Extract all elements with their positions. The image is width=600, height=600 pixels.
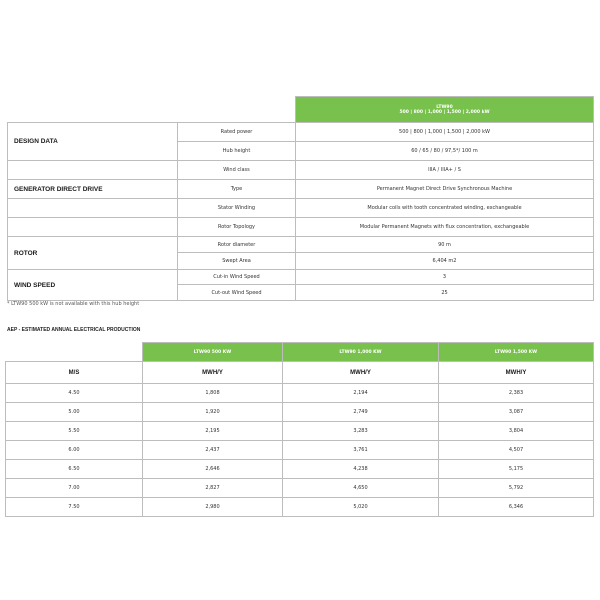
param-cell: Type (178, 180, 296, 199)
param-cell: Hub height (178, 142, 296, 161)
table-row (6, 422, 594, 441)
aep-model-500: LTW90 500 KW (143, 343, 283, 362)
table-row (6, 384, 594, 403)
wind-speed-cell: 5.50 (6, 422, 143, 441)
blank-cell (6, 343, 143, 362)
wind-speed-cell: 6.00 (6, 441, 143, 460)
param-cell: Rated power (178, 123, 296, 142)
design-data-table (7, 96, 594, 301)
param-cell: Stator Winding (178, 199, 296, 218)
value-cell: Modular Permanent Magnets with flux concentration, exchangeable (296, 218, 594, 237)
table-row (8, 270, 594, 285)
table-row (6, 403, 594, 422)
aep-model-1000: LTW90 1,000 KW (283, 343, 439, 362)
aep-value-cell: 2,195 (143, 422, 283, 441)
wind-speed-cell: 7.50 (6, 498, 143, 517)
value-cell: 90 m (296, 237, 594, 253)
aep-value-cell: 2,749 (283, 403, 439, 422)
aep-value-cell: 1,920 (143, 403, 283, 422)
section-cell-empty (8, 218, 178, 237)
aep-value-cell: 3,804 (439, 422, 594, 441)
aep-value-cell: 2,646 (143, 460, 283, 479)
aep-value-cell: 2,437 (143, 441, 283, 460)
model-header-title: LTW90 (436, 104, 453, 110)
param-cell: Rotor diameter (178, 237, 296, 253)
param-cell: Rotor Topology (178, 218, 296, 237)
value-cell: 6,404 m2 (296, 253, 594, 270)
table-row (8, 161, 594, 180)
section-design-data: DESIGN DATA (8, 123, 178, 161)
value-cell: Permanent Magnet Direct Drive Synchronous Machine (296, 180, 594, 199)
aep-value-cell: 3,761 (283, 441, 439, 460)
aep-value-cell: 3,283 (283, 422, 439, 441)
blank-cell (178, 97, 296, 123)
aep-value-cell: 2,827 (143, 479, 283, 498)
aep-value-cell: 5,020 (283, 498, 439, 517)
wind-speed-cell: 6.50 (6, 460, 143, 479)
wind-speed-cell: 7.00 (6, 479, 143, 498)
aep-table (5, 342, 594, 517)
aep-model-1500: LTW90 1,500 KW (439, 343, 594, 362)
table-row (6, 441, 594, 460)
value-cell: 25 (296, 285, 594, 301)
model-header-sub: 500 | 800 | 1,000 | 1,500 | 2,000 kW (399, 109, 490, 115)
value-cell: 3 (296, 270, 594, 285)
table-row (6, 498, 594, 517)
param-cell: Swept Area (178, 253, 296, 270)
value-cell: Modular coils with tooth concentrated winding, exchangeable (296, 199, 594, 218)
table-row (8, 180, 594, 199)
section-wind-speed: WIND SPEED (8, 270, 178, 301)
col-header-mwh: MWH/Y (283, 362, 439, 384)
model-header-row (8, 97, 594, 123)
aep-value-cell: 6,346 (439, 498, 594, 517)
aep-value-cell: 5,175 (439, 460, 594, 479)
aep-model-row (6, 343, 594, 362)
param-cell: Wind class (178, 161, 296, 180)
wind-speed-cell: 5.00 (6, 403, 143, 422)
section-rotor: ROTOR (8, 237, 178, 270)
col-header-mwh: MWH/Y (143, 362, 283, 384)
table-row (6, 460, 594, 479)
aep-value-cell: 4,238 (283, 460, 439, 479)
aep-value-cell: 2,980 (143, 498, 283, 517)
table-row (8, 237, 594, 253)
aep-value-cell: 3,087 (439, 403, 594, 422)
table-row (8, 123, 594, 142)
aep-section-title: AEP - ESTIMATED ANNUAL ELECTRICAL PRODUCTION (7, 327, 141, 333)
section-cell-empty (8, 199, 178, 218)
aep-value-cell: 4,650 (283, 479, 439, 498)
wind-speed-cell: 4.50 (6, 384, 143, 403)
value-cell: IIIA / IIIA+ / S (296, 161, 594, 180)
model-header-cell (296, 97, 594, 123)
aep-value-cell: 1,808 (143, 384, 283, 403)
table-row (8, 218, 594, 237)
param-cell: Cut-in Wind Speed (178, 270, 296, 285)
value-cell: 500 | 800 | 1,000 | 1,500 | 2,000 kW (296, 123, 594, 142)
table-row (8, 199, 594, 218)
table-row (6, 479, 594, 498)
value-cell: 60 / 65 / 80 / 97,5*/ 100 m (296, 142, 594, 161)
section-generator: GENERATOR DIRECT DRIVE (8, 180, 178, 199)
col-header-mwh: MWH/Y (439, 362, 594, 384)
aep-value-cell: 2,383 (439, 384, 594, 403)
aep-value-cell: 2,194 (283, 384, 439, 403)
aep-header-row (6, 362, 594, 384)
section-cell-empty (8, 161, 178, 180)
blank-cell (8, 97, 178, 123)
col-header-ms: M/S (6, 362, 143, 384)
footnote: * LTW90 500 kW is not available with this hub height (7, 301, 140, 307)
param-cell: Cut-out Wind Speed (178, 285, 296, 301)
aep-value-cell: 4,507 (439, 441, 594, 460)
aep-value-cell: 5,792 (439, 479, 594, 498)
